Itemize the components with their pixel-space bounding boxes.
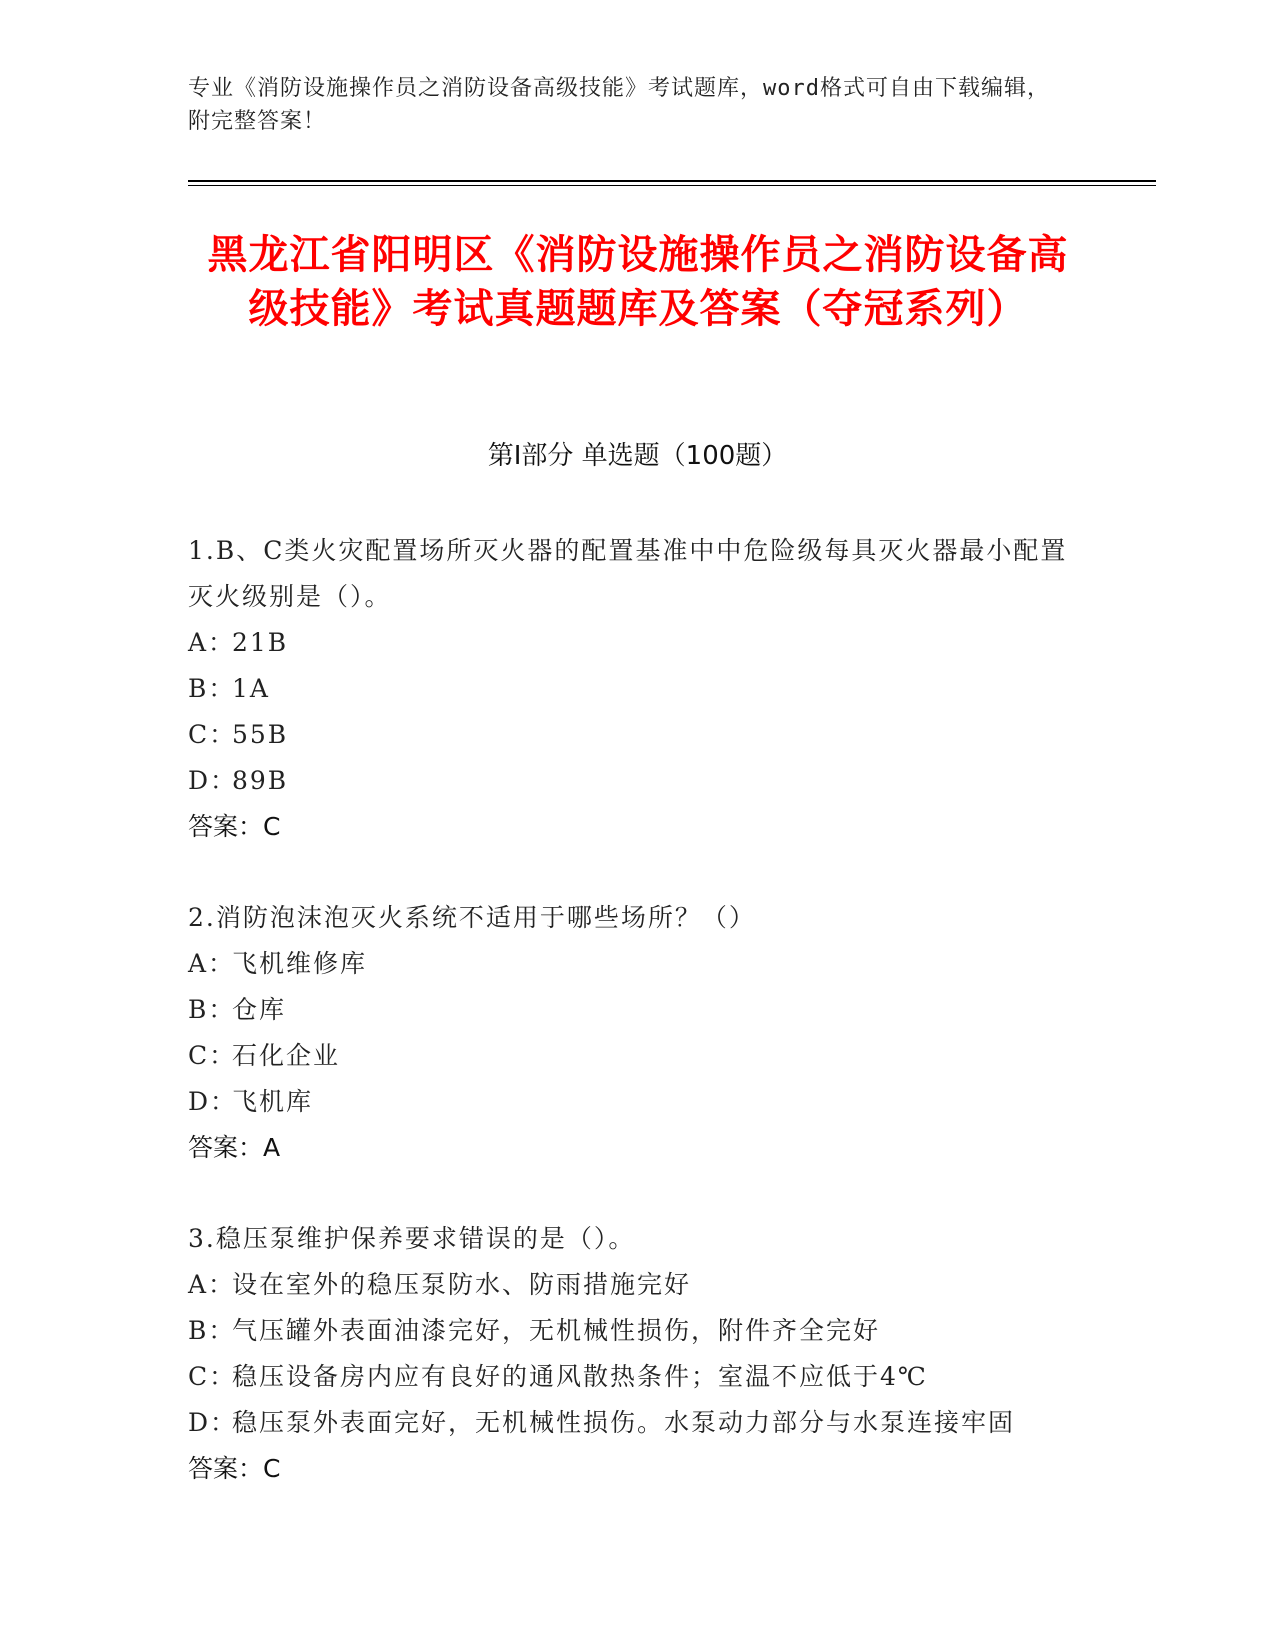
header-rule-thick — [188, 180, 1156, 182]
option-text: 石化企业 — [232, 1041, 341, 1070]
option-text: 89B — [232, 766, 289, 795]
option-c — [188, 1354, 1088, 1400]
section-heading: 第I部分 单选题（100题） — [487, 441, 788, 471]
option-text: 稳压泵外表面完好，无机械性损伤。水泵动力部分与水泵连接牢固 — [232, 1408, 1016, 1437]
answer-line: 答案：C — [188, 812, 281, 841]
answer-line: 答案：C — [188, 1454, 281, 1483]
option-key: A： — [188, 1270, 236, 1299]
option-key: C： — [188, 1041, 237, 1070]
option-b — [188, 987, 1088, 1033]
option-text: 仓库 — [232, 995, 287, 1024]
option-key: D： — [188, 1408, 238, 1437]
question-list — [188, 528, 1088, 1537]
option-b — [188, 1308, 1088, 1354]
option-a — [188, 620, 1088, 666]
question-2 — [188, 895, 1088, 1171]
option-text: 气压罐外表面油漆完好，无机械性损伤，附件齐全完好 — [232, 1316, 881, 1345]
option-d — [188, 1400, 1088, 1446]
option-key: D： — [188, 766, 238, 795]
option-text: 飞机库 — [232, 1087, 314, 1116]
option-d — [188, 1079, 1088, 1125]
option-text: 飞机维修库 — [232, 949, 368, 978]
answer-line: 答案：A — [188, 1133, 281, 1162]
option-key: A： — [188, 628, 236, 657]
option-b — [188, 666, 1088, 712]
question-stem: 1.B、C类火灾配置场所灭火器的配置基准中中危险级每具灭火器最小配置灭火级别是（）。 — [188, 536, 1068, 611]
question-3 — [188, 1216, 1088, 1492]
option-text: 稳压设备房内应有良好的通风散热条件；室温不应低于4℃ — [232, 1362, 928, 1391]
option-text: 设在室外的稳压泵防水、防雨措施完好 — [232, 1270, 692, 1299]
header-rule-thin — [188, 185, 1156, 186]
option-key: B： — [188, 674, 236, 703]
question-stem: 2.消防泡沫泡灭火系统不适用于哪些场所？（） — [188, 903, 756, 932]
document-title: 黑龙江省阳明区《消防设施操作员之消防设备高级技能》考试真题题库及答案（夺冠系列） — [207, 232, 1069, 332]
option-key: B： — [188, 995, 236, 1024]
option-key: C： — [188, 1362, 237, 1391]
question-1 — [188, 528, 1088, 850]
option-c — [188, 712, 1088, 758]
option-key: C： — [188, 720, 237, 749]
option-c — [188, 1033, 1088, 1079]
option-a — [188, 941, 1088, 987]
header-note: 专业《消防设施操作员之消防设备高级技能》考试题库，word格式可自由下载编辑，附完整答案！ — [188, 76, 1050, 134]
option-d — [188, 758, 1088, 804]
option-key: D： — [188, 1087, 238, 1116]
option-text: 55B — [232, 720, 289, 749]
option-text: 21B — [232, 628, 289, 657]
option-a — [188, 1262, 1088, 1308]
option-key: A： — [188, 949, 236, 978]
option-key: B： — [188, 1316, 236, 1345]
option-text: 1A — [232, 674, 270, 703]
question-stem: 3.稳压泵维护保养要求错误的是（）。 — [188, 1224, 636, 1253]
